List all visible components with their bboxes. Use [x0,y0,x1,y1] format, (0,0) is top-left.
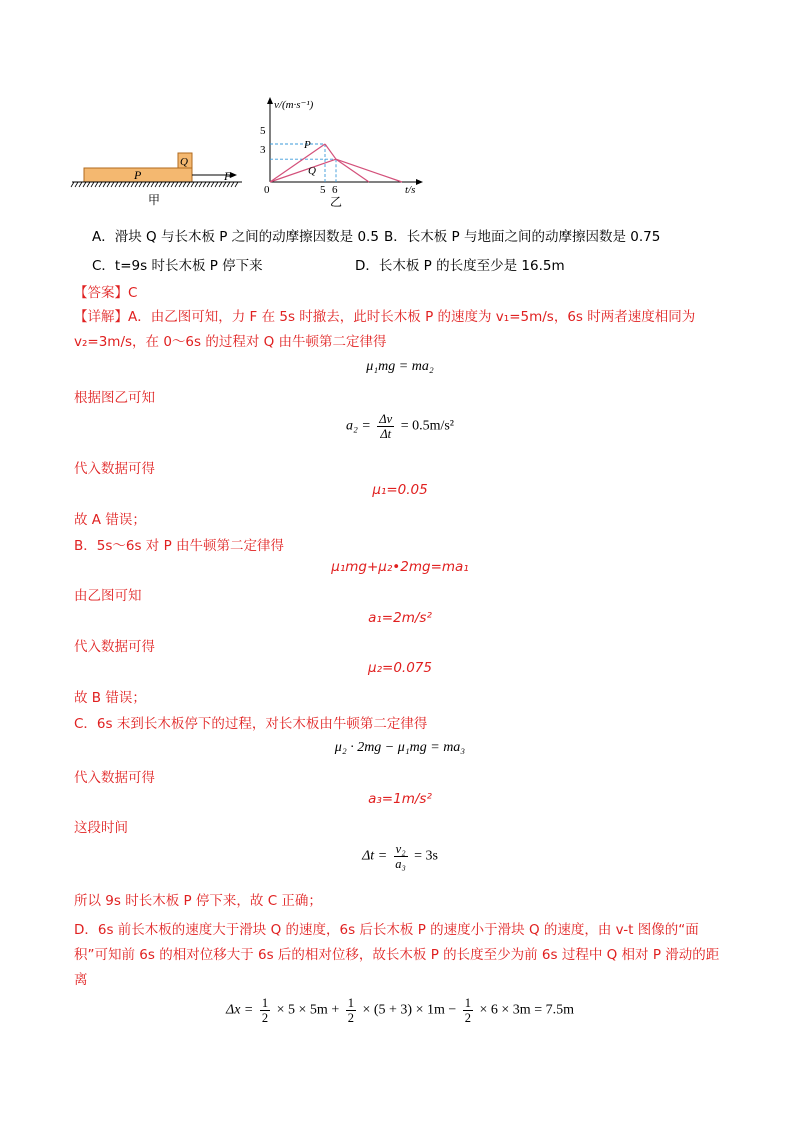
answer: 【答案】C [74,285,138,301]
hatch-mark [159,182,162,187]
origin-label: 0 [264,184,270,196]
eq10-f2d: 2 [347,1011,354,1025]
hatch-mark [195,182,198,187]
eq9-num: v₂ [395,842,406,856]
x-tick-5: 5 [320,184,326,196]
hatch-mark [71,182,74,187]
eq2-rhs: = 0.5m/s² [400,418,455,434]
figure-yi [258,92,428,210]
hatch-mark [139,182,142,187]
eq9-fraction [394,842,408,871]
detail-line-1: 【详解】A．由乙图可知，力 F 在 5s 时撤去，此时长木板 P 的速度为 v₁=5m/s，6s 时两者速度相同为 [74,309,696,325]
detail-line-4: 代入数据可得 [74,461,155,477]
detail-line-8: 代入数据可得 [74,639,155,655]
eq9-lhs: Δt = [362,848,388,864]
detail-line-13: 所以 9s 时长木板 P 停下来，故 C 正确； [74,893,322,909]
hatch-mark [203,182,206,187]
eq2-lhs: a₂ = [345,418,371,434]
hatch-mark [83,182,86,187]
eq10-frac-1 [260,996,270,1025]
detail-line-10: C．6s 末到长木板停下的过程，对长木板由牛顿第二定律得 [74,716,428,732]
caption-yi: 乙 [330,195,343,209]
detail-line-3: 根据图乙可知 [74,390,155,406]
eq2-fraction [377,412,394,441]
equation-4: μ₁mg+μ₂•2mg=ma₁ [331,559,469,575]
detail-line-15: 积”可知前 6s 的相对位移大于 6s 后的相对位移，故长木板 P 的长度至少为前 6s 过程中 Q 相对 P 滑动的距 [74,947,720,963]
detail-line-16: 离 [74,972,88,988]
hatch-mark [179,182,182,187]
hatch-mark [123,182,126,187]
hatch-mark [87,182,90,187]
series-p-segment [270,144,325,182]
hatch-mark [155,182,158,187]
board-p-label: P [134,168,142,182]
series-p-segment [325,144,336,159]
eq10-f1n: 1 [261,996,269,1010]
hatch-mark [135,182,138,187]
equation-3: μ₁=0.05 [372,482,428,498]
eq10-frac-2 [346,996,356,1025]
option-b: B．长木板 P 与地面之间的动摩擦因数是 0.75 [384,229,661,245]
y-axis-label: v/(m·s⁻¹) [274,99,314,111]
detail-line-5: 故 A 错误； [74,512,146,528]
hatch-mark [211,182,214,187]
hatch-mark [95,182,98,187]
hatch-mark [235,182,238,187]
series-q-segment [270,159,336,182]
equation-9 [0,842,800,871]
force-label: F [224,169,232,183]
x-axis-arrow [416,179,423,185]
equation-10 [0,996,800,1025]
hatch-mark [111,182,114,187]
y-axis-arrow [267,97,273,104]
hatch-mark [219,182,222,187]
x-axis-label: t/s [405,184,416,196]
x-tick-6: 6 [332,184,338,196]
eq10-d: × 6 × 3m = 7.5m [479,1002,574,1018]
detail-line-9: 故 B 错误； [74,690,146,706]
y-tick-3: 3 [260,144,266,156]
hatch-mark [199,182,202,187]
eq10-f3d: 2 [464,1011,472,1025]
hatch-mark [147,182,150,187]
ground-hatch [71,182,238,187]
detail-line-6: B．5s～6s 对 P 由牛顿第二定律得 [74,538,285,554]
equation-6: μ₂=0.075 [368,660,432,676]
hatch-mark [103,182,106,187]
hatch-mark [167,182,170,187]
hatch-mark [131,182,134,187]
equation-2 [0,412,800,441]
eq10-c: × (5 + 3) × 1m − [362,1002,457,1018]
hatch-mark [183,182,186,187]
eq10-f3n: 1 [464,996,472,1010]
hatch-mark [127,182,130,187]
eq10-f2n: 1 [347,996,354,1010]
detail-line-7: 由乙图可知 [74,588,142,604]
eq10-frac-3 [463,996,473,1025]
eq9-rhs: = 3s [414,848,438,864]
hatch-mark [115,182,118,187]
series-q-segment [336,159,402,182]
hatch-mark [207,182,210,187]
option-d: D．长木板 P 的长度至少是 16.5m [355,258,565,274]
hatch-mark [163,182,166,187]
detail-line-2: v₂=3m/s，在 0～6s 的过程对 Q 由牛顿第二定律得 [74,334,387,350]
hatch-mark [79,182,82,187]
detail-line-12: 这段时间 [74,820,128,836]
hatch-mark [75,182,78,187]
hatch-mark [107,182,110,187]
hatch-mark [171,182,174,187]
equation-7: μ₂ · 2mg − μ₁mg = ma₃ [334,740,466,755]
detail-line-14: D．6s 前长木板的速度大于滑块 Q 的速度，6s 后长木板 P 的速度小于滑块 Q 的速度，由 v-t 图像的“面 [74,922,699,938]
series-q-label: Q [308,165,316,177]
hatch-mark [215,182,218,187]
hatch-mark [119,182,122,187]
option-a: A．滑块 Q 与长木板 P 之间的动摩擦因数是 0.5 [92,229,379,245]
hatch-mark [175,182,178,187]
eq10-a: Δx = [226,1002,254,1018]
hatch-mark [151,182,154,187]
eq10-f1d: 2 [261,1011,269,1025]
option-c: C．t=9s 时长木板 P 停下来 [92,258,263,274]
hatch-mark [187,182,190,187]
figure-jia [70,148,250,210]
eq9-den: a₃ [395,857,406,871]
hatch-mark [231,182,234,187]
equation-1: μ₁mg = ma₂ [366,359,434,374]
hatch-mark [143,182,146,187]
equation-5: a₁=2m/s² [368,610,432,626]
eq2-den: Δt [380,427,392,441]
y-tick-5: 5 [260,125,266,137]
detail-line-11: 代入数据可得 [74,770,155,786]
block-q-label: Q [180,156,188,168]
hatch-mark [191,182,194,187]
eq10-b: × 5 × 5m + [276,1002,340,1018]
eq2-num: Δv [379,412,393,426]
equation-8: a₃=1m/s² [368,791,432,807]
caption-jia: 甲 [148,193,161,207]
hatch-mark [91,182,94,187]
series-p-segment [336,159,369,182]
hatch-mark [99,182,102,187]
series-p-label: P [304,139,311,151]
